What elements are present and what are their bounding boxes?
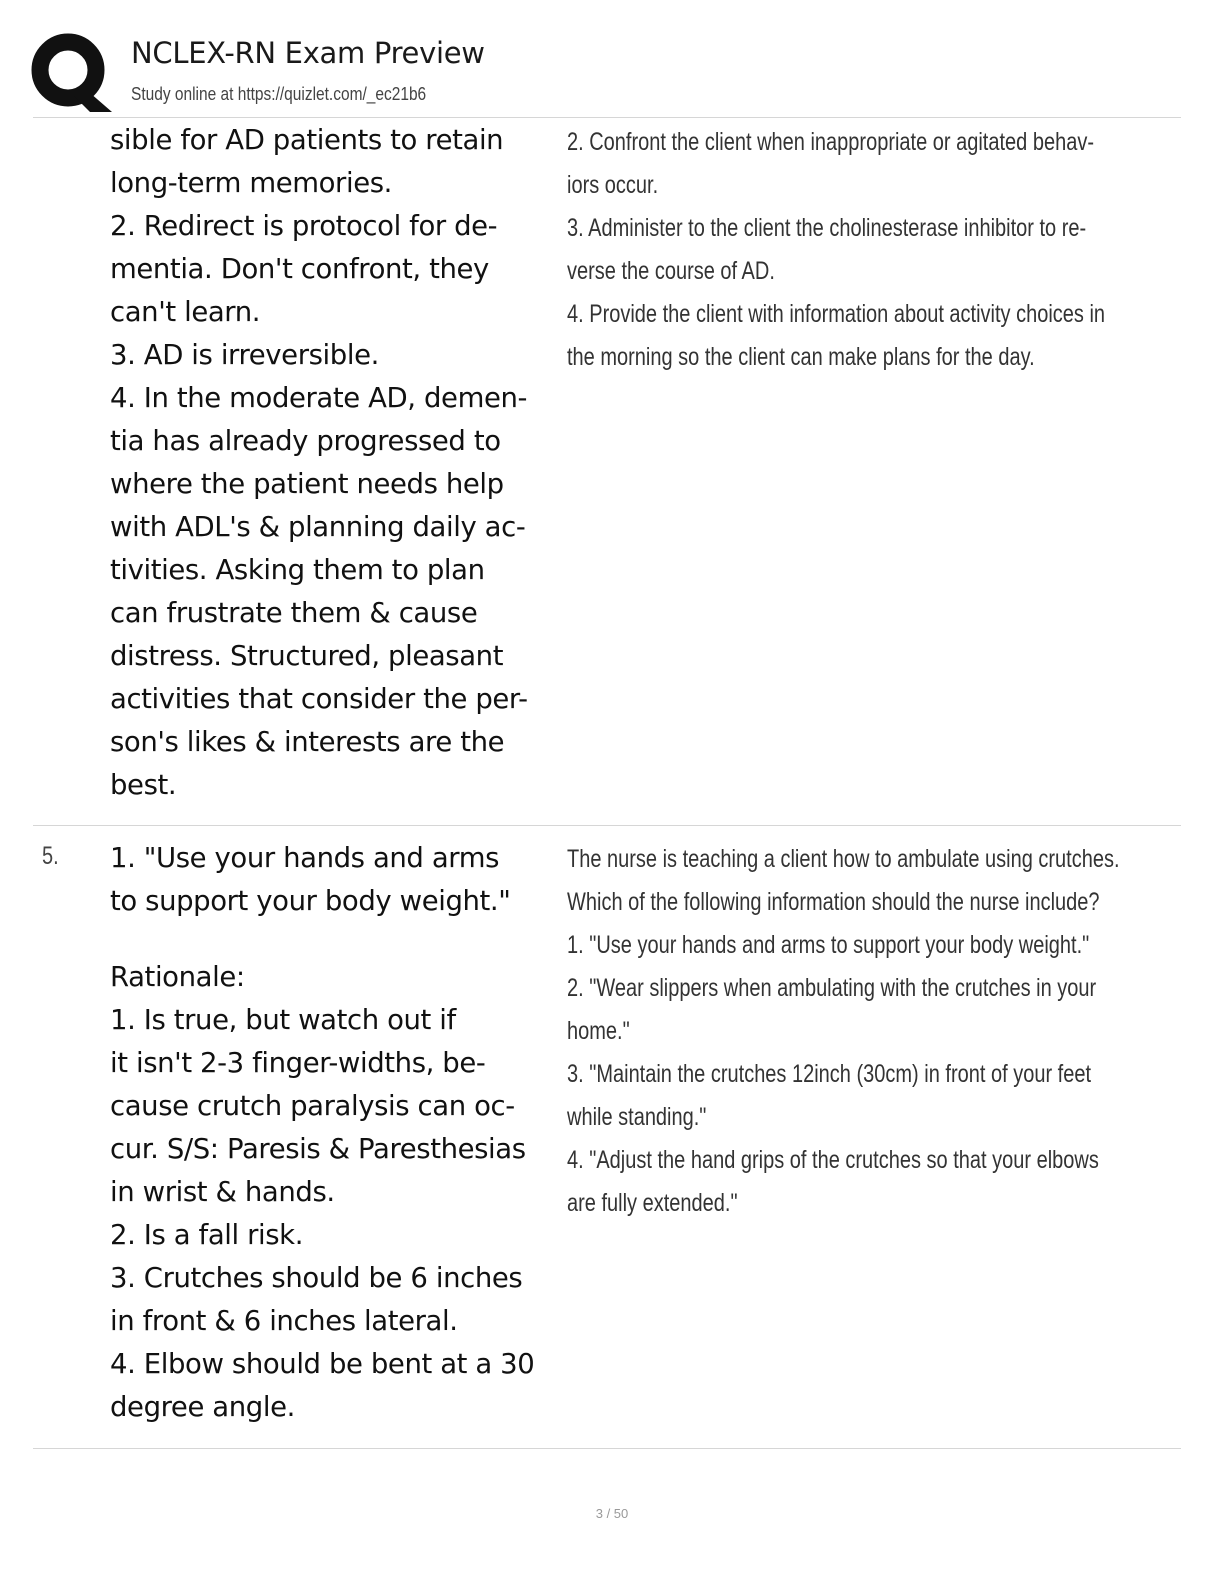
question-line: iors occur. (567, 171, 659, 199)
rationale-line: in front & 6 inches lateral. (110, 1305, 458, 1337)
rationale-line: degree angle. (110, 1391, 295, 1423)
card-divider (33, 1448, 1181, 1449)
previous-card-question (567, 121, 1167, 379)
question-line: home." (567, 1017, 630, 1045)
answer-line: son's likes & interests are the (110, 726, 505, 758)
question-line: 4. Provide the client with information about activity choices in (567, 300, 1106, 328)
card-number: 5. (42, 842, 59, 870)
document-title: NCLEX-RN Exam Preview (131, 36, 485, 70)
rationale-line: 2. Is a fall risk. (110, 1219, 304, 1251)
answer-line: 3. AD is irreversible. (110, 339, 379, 371)
answer-line: sible for AD patients to retain (110, 124, 504, 156)
rationale-line: 4. Elbow should be bent at a 30 (110, 1348, 535, 1380)
question-line: Which of the following information should the nurse include? (567, 888, 1100, 916)
answer-line: best. (110, 769, 177, 801)
header-divider (33, 117, 1181, 118)
question-line: 3. "Maintain the crutches 12inch (30cm) in front of your feet (567, 1060, 1092, 1088)
answer-line: can frustrate them & cause (110, 597, 478, 629)
quizlet-logo-icon (30, 32, 114, 112)
page-number: 3 / 50 (595, 1506, 629, 1521)
spacer (110, 923, 562, 956)
answer-line: where the patient needs help (110, 468, 504, 500)
answer-line: 4. In the moderate AD, demen- (110, 382, 528, 414)
rationale-line: cause crutch paralysis can oc- (110, 1090, 515, 1122)
rationale-line: 1. Is true, but watch out if (110, 1004, 456, 1036)
question-line: 4. "Adjust the hand grips of the crutches so that your elbows (567, 1146, 1099, 1174)
answer-line: distress. Structured, pleasant (110, 640, 504, 672)
card-5-answer (110, 837, 562, 1429)
page-header (0, 0, 1224, 118)
question-line: verse the course of AD. (567, 257, 775, 285)
question-line: 2. Confront the client when inappropriate or agitated behav- (567, 128, 1095, 156)
question-line: 3. Administer to the client the cholinesterase inhibitor to re- (567, 214, 1087, 242)
rationale-line: it isn't 2-3 finger-widths, be- (110, 1047, 486, 1079)
answer-line: 1. "Use your hands and arms (110, 842, 500, 874)
study-online-link[interactable]: Study online at https://quizlet.com/_ec21b6 (131, 84, 427, 104)
answer-line: can't learn. (110, 296, 261, 328)
rationale-heading: Rationale: (110, 961, 245, 993)
question-line: The nurse is teaching a client how to ambulate using crutches. (567, 845, 1120, 873)
answer-line: long-term memories. (110, 167, 392, 199)
answer-line: tia has already progressed to (110, 425, 501, 457)
card-divider (33, 825, 1181, 826)
answer-line: activities that consider the per- (110, 683, 528, 715)
question-line: 1. "Use your hands and arms to support your body weight." (567, 931, 1090, 959)
rationale-line: cur. S/S: Paresis & Paresthesias (110, 1133, 526, 1165)
question-line: while standing." (567, 1103, 707, 1131)
answer-line: tivities. Asking them to plan (110, 554, 485, 586)
rationale-line: in wrist & hands. (110, 1176, 335, 1208)
card-5-question (567, 838, 1167, 1225)
answer-line: with ADL's & planning daily ac- (110, 511, 526, 543)
rationale-line: 3. Crutches should be 6 inches (110, 1262, 523, 1294)
question-line: are fully extended." (567, 1189, 738, 1217)
answer-line: mentia. Don't confront, they (110, 253, 489, 285)
question-line: 2. "Wear slippers when ambulating with the crutches in your (567, 974, 1097, 1002)
previous-card-answer (110, 119, 562, 807)
answer-line: to support your body weight." (110, 885, 511, 917)
answer-line: 2. Redirect is protocol for de- (110, 210, 498, 242)
question-line: the morning so the client can make plans for the day. (567, 343, 1035, 371)
